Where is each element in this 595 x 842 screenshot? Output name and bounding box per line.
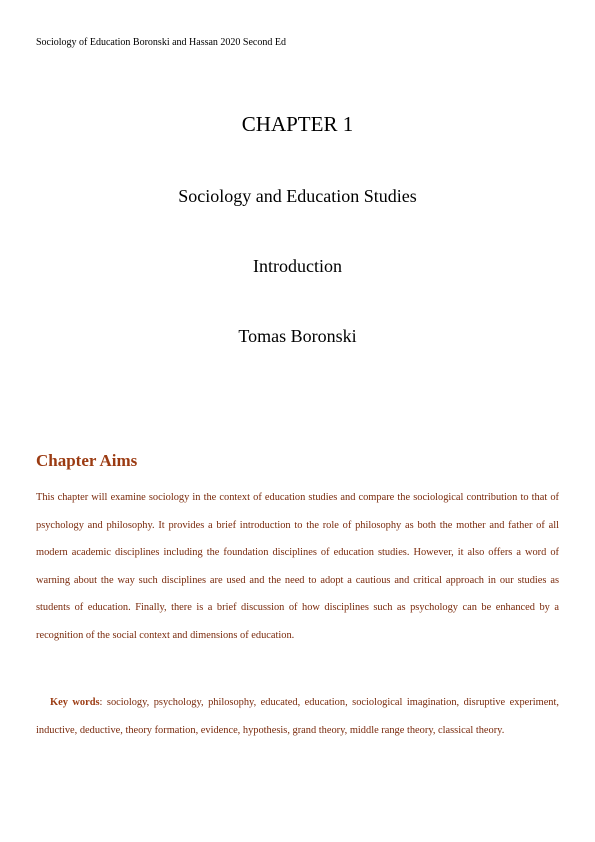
chapter-aims-paragraph: This chapter will examine sociology in the context of education studies and compare the sociological contribution to that of psychology and philosophy. It provides a brief introduction to the role of philosophy as both the mother and father of all modern academic disciplines including the foundation disciplines of education studies. However, it also offers a word of warning about the way such disciplines are used and the need to adopt a cautious and critical approach in our studies as students of education. Finally, there is a brief discussion of how disciplines such as psychology can be enhanced by a recognition of the social context and dimensions of education.	[36, 492, 559, 641]
chapter-number: CHAPTER 1	[241, 112, 354, 136]
keywords-text: sociology, psychology, philosophy, educated, education, sociological imagination, disruptive experiment, inductive, deductive, theory formation, evidence, hypothesis, grand theory, middle range theory, classical theory.	[36, 697, 559, 736]
keywords-label: Key words	[50, 697, 100, 708]
keywords-paragraph	[36, 689, 559, 744]
section-heading: Introduction	[253, 256, 342, 276]
chapter-author: Tomas Boronski	[238, 326, 357, 346]
chapter-aims-heading: Chapter Aims	[36, 451, 138, 470]
keywords-separator: :	[99, 697, 103, 708]
running-header: Sociology of Education Boronski and Hassan 2020 Second Ed	[36, 37, 286, 48]
chapter-title: Sociology and Education Studies	[178, 186, 417, 206]
